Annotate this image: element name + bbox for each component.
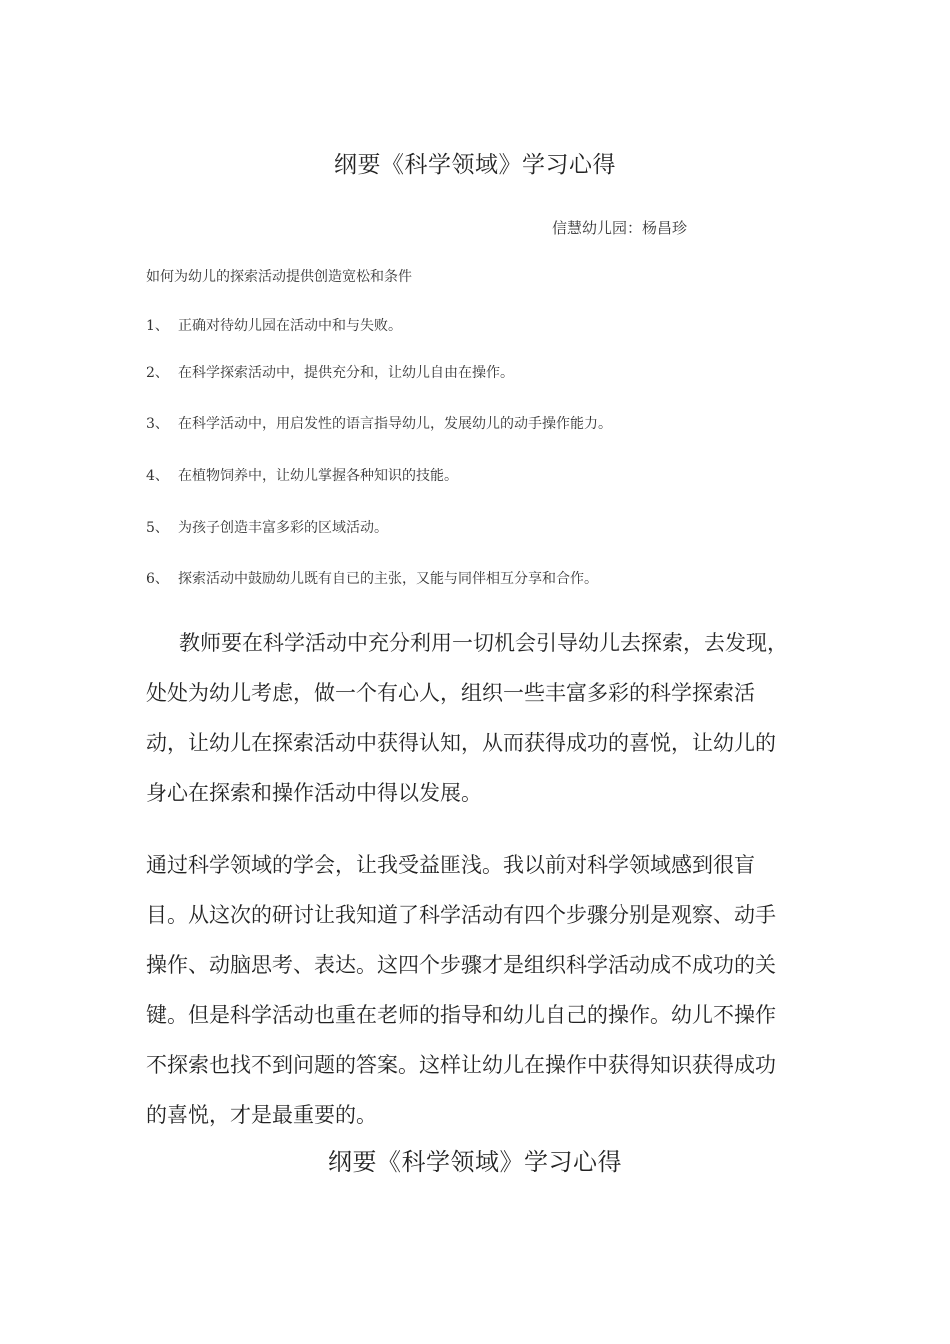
- list-item: [146, 568, 598, 588]
- list-item-text: 在植物饲养中，让幼儿掌握各种知识的技能。: [178, 468, 458, 484]
- document-title: 纲要《科学领域》学习心得: [334, 152, 616, 178]
- list-item-text: 在科学活动中，用启发性的语言指导幼儿，发展幼儿的动手操作能力。: [178, 416, 612, 432]
- list-item-number: 6、: [146, 571, 169, 587]
- list-item-number: 5、: [146, 520, 169, 536]
- list-item-number: 2、: [146, 365, 169, 381]
- body-paragraph: 通过科学领域的学会，让我受益匪浅。我以前对科学领域感到很盲目。从这次的研讨让我知道了科学活动有四个步骤分别是观察、动手操作、动脑思考、表达。这四个步骤才是组织科学活动成不成功的关键。但是科学活动也重在老师的指导和幼儿自己的操作。幼儿不操作不探索也找不到问题的答案。这样让幼儿在操作中获得知识获得成功的喜悦，才是最重要的。: [146, 853, 776, 1127]
- list-item-text: 在科学探索活动中，提供充分和，让幼儿自由在操作。: [178, 365, 514, 381]
- list-item-number: 3、: [146, 416, 169, 432]
- list-item: [146, 465, 458, 485]
- list-item: [146, 362, 514, 382]
- author-line: 信慧幼儿园：杨昌珍: [552, 219, 688, 237]
- list-item-number: 1、: [146, 318, 169, 334]
- list-item-text: 为孩子创造丰富多彩的区域活动。: [178, 520, 388, 536]
- list-item: [146, 517, 388, 537]
- section-heading: 如何为幼儿的探索活动提供创造宽松和条件: [146, 269, 412, 285]
- list-item-text: 正确对待幼儿园在活动中和与失败。: [178, 318, 402, 334]
- body-paragraph: 教师要在科学活动中充分利用一切机会引导幼儿去探索，去发现，处处为幼儿考虑，做一个有心人，组织一些丰富多彩的科学探索活动，让幼儿在探索活动中获得认知，从而获得成功的喜悦，让幼儿的身心在探索和操作活动中得以发展。: [146, 631, 788, 805]
- list-item-number: 4、: [146, 468, 169, 484]
- list-item-text: 探索活动中鼓励幼儿既有自已的主张，又能与同伴相互分享和合作。: [178, 571, 598, 587]
- list-item: [146, 413, 612, 433]
- list-item: [146, 315, 402, 335]
- repeated-title: 纲要《科学领域》学习心得: [328, 1148, 622, 1176]
